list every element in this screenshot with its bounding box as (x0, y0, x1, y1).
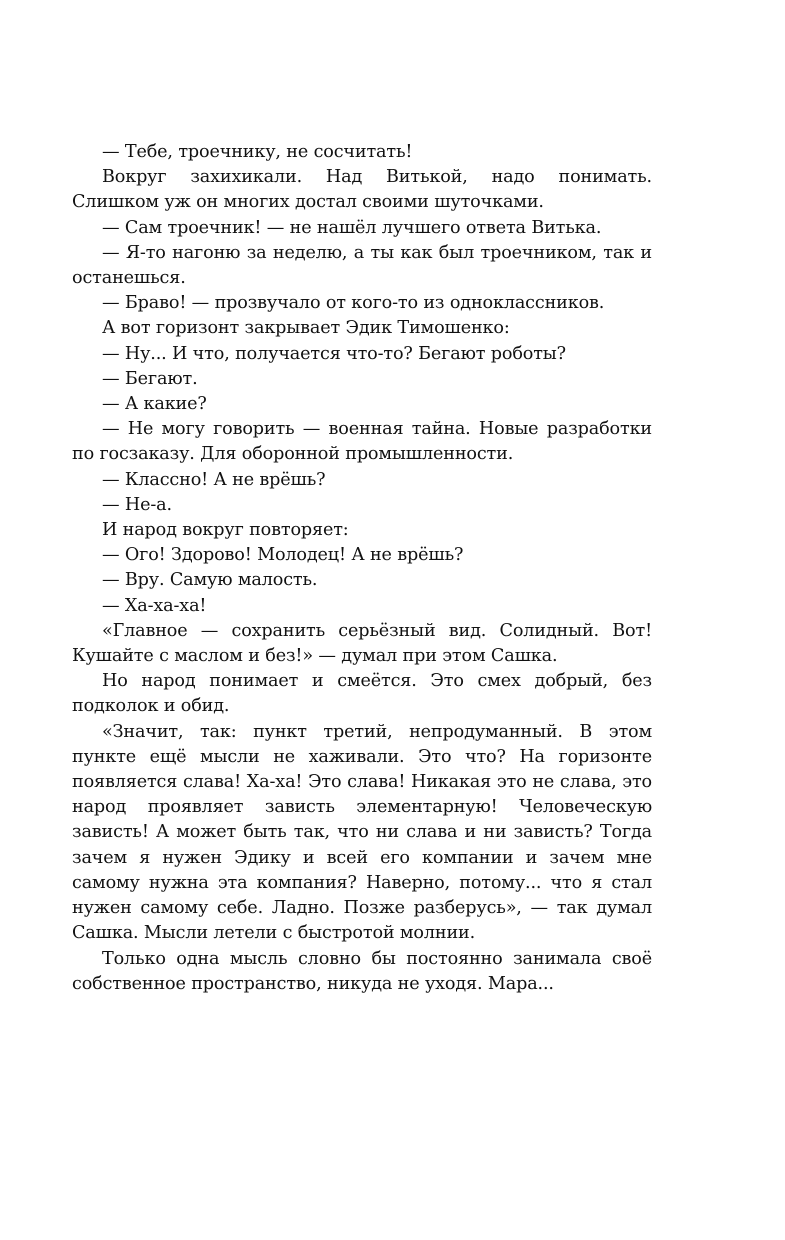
paragraph-10: — Не могу говорить — военная тайна. Новые разработки по госзаказу. Для оборонной промышленности. (72, 419, 652, 465)
book-page (72, 140, 652, 997)
paragraph-9: — А какие? (102, 394, 207, 415)
paragraph-17: «Главное — сохранить серьёзный вид. Солидный. Вот! Кушайте с маслом и без!» — думал при этом Сашка. (72, 620, 652, 667)
paragraph-8: — Бегают. (102, 368, 198, 389)
paragraph-7: — Ну... И что, получается что-то? Бегают роботы? (102, 343, 566, 364)
paragraph-2: Вокруг захихикали. Над Витькой, надо понимать. Слишком уж он многих достал своими шуточками. (72, 167, 652, 213)
paragraph-6: А вот горизонт закрывает Эдик Тимошенко: (102, 318, 510, 339)
paragraph-1: — Тебе, троечнику, не сосчитать! (102, 142, 413, 162)
paragraph-5: — Браво! — прозвучало от кого-то из одноклассников. (102, 293, 605, 314)
paragraph-15: — Вру. Самую малость. (102, 570, 318, 591)
paragraph-14: — Ого! Здорово! Молодец! А не врёшь? (102, 545, 464, 566)
paragraph-20: Только одна мысль словно бы постоянно занимала своё собственное пространство, никуда не уходя. Мара... (72, 948, 652, 994)
paragraph-11: — Классно! А не врёшь? (102, 469, 326, 490)
paragraph-18: Но народ понимает и смеётся. Это смех добрый, без подколок и обид. (72, 671, 652, 717)
paragraph-12: — Не-а. (102, 494, 172, 515)
paragraph-13: И народ вокруг повторяет: (102, 520, 349, 541)
paragraph-4: — Я-то нагоню за неделю, а ты как был троечником, так и останешься. (72, 242, 652, 289)
paragraph-16: — Ха-ха-ха! (102, 595, 207, 616)
paragraph-3: — Сам троечник! — не нашёл лучшего ответа Витька. (102, 217, 602, 238)
paragraph-19: «Значит, так: пункт третий, непродуманный. В этом пункте ещё мысли не хаживали. Это что? На горизонте появляется слава! Ха-ха! Это слава! Никакая это не слава, это народ проявляет зависть элементарную! Человеческую зависть! А может быть так, что ни слава и ни зависть? Тогда зачем я нужен Эдику и всей его компании и зачем мне самому нужна эта компания? Наверно, потому... что я стал нужен самому себе. Ладно. Позже разберусь», — так думал Сашка. Мысли летели с быстротой молнии. (72, 721, 652, 944)
